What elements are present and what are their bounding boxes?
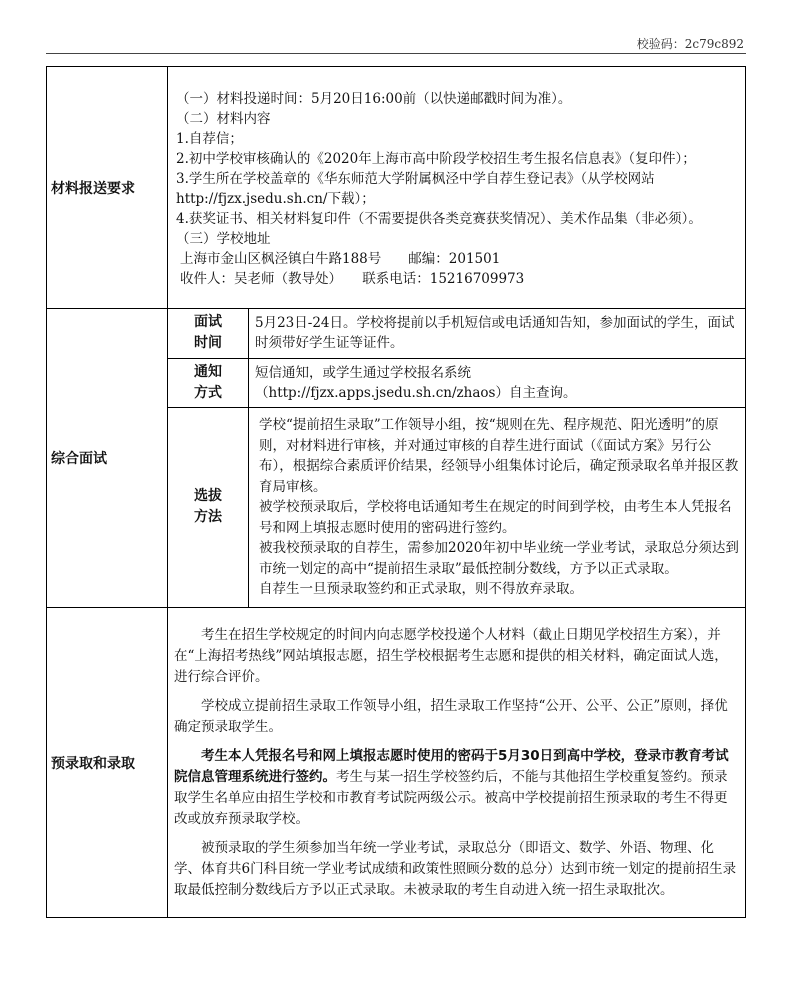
- admission-para: 被预录取的学生须参加当年统一学业考试，录取总分（即语文、数学、外语、物理、化学、体育共6门科目统一学业考试成绩和政策性照顾分数的总分）达到市统一划定的提前招生录取最低控制分数线后方予以正式录取。未被录取的考生自动进入统一招生录取批次。: [174, 839, 737, 898]
- selection-para: 学校“提前招生录取”工作领导小组，按“规则在先、程序规范、阳光透明”的原则，对材料进行审核，并对通过审核的自荐生进行面试（《面试方案》另行公布），根据综合素质评价结果，经领导小组集体讨论后，确定预录取名单并报区教育局审核。: [259, 417, 739, 495]
- label-interview: 综合面试: [47, 309, 168, 608]
- selection-para: 被学校预录取后，学校将电话通知考生在规定的时间到学校，由考生本人凭报名号和网上填报志愿时使用的密码进行签约。: [259, 499, 732, 536]
- interview-time-row: [168, 309, 745, 358]
- selection-method-row: [168, 407, 745, 607]
- materials-line: 2.初中学校审核确认的《2020年上海市高中阶段学校招生考生报名信息表》（复印件）；: [176, 150, 696, 167]
- selection-para: 被我校预录取的自荐生，需参加2020年初中毕业统一学业考试，录取总分须达到市统一划定的高中“提前招生录取”最低控制分数线，方予以正式录取。: [259, 540, 739, 577]
- sublabel-notify-method: 通知 方式: [168, 358, 249, 407]
- notify-line: 短信通知，或学生通过学校报名系统: [255, 364, 471, 381]
- selection-para: 自荐生一旦预录取签约和正式录取，则不得放弃录取。: [259, 581, 583, 597]
- materials-line: 4.获奖证书、相关材料复印件（不需要提供各类竞赛获奖情况）、美术作品集（非必须）。: [176, 210, 702, 227]
- interview-content: [168, 309, 746, 608]
- interview-subtable: [168, 309, 745, 607]
- row-admission: [47, 608, 746, 918]
- selection-method-text: [249, 407, 746, 607]
- label-admission: 预录取和录取: [47, 608, 168, 918]
- materials-line: 1.自荐信；: [176, 130, 243, 147]
- sublabel-interview-time: 面试 时间: [168, 309, 249, 358]
- notify-method-text: [249, 358, 746, 407]
- materials-line: （一）材料投递时间：5月20日16:00前（以快递邮戳时间为准）。: [176, 90, 572, 107]
- admission-para: 学校成立提前招生录取工作领导小组，招生录取工作坚持“公开、公平、公正”原则，择优确定预录取学生。: [174, 697, 728, 735]
- signing-instruction: 考生本人凭报名号和网上填报志愿时使用的密码于5月30日到高中学校，登录市教育考试院信息管理系统进行签约。: [174, 747, 729, 785]
- notify-url-line: （http://fjzx.apps.jsedu.sh.cn/zhaos）自主查询。: [255, 384, 577, 401]
- row-interview: [47, 309, 746, 608]
- materials-content: [168, 67, 746, 309]
- admission-para: 考生在招生学校规定的时间内向志愿学校投递个人材料（截止日期见学校招生方案），并在“上海招考热线”网站填报志愿，招生学校根据考生志愿和提供的相关材料，确定面试人选，进行综合评价。: [174, 626, 728, 685]
- materials-line: （二）材料内容: [176, 110, 271, 127]
- interview-time-text: 5月23日-24日。学校将提前以手机短信或电话通知告知，参加面试的学生，面试时须带好学生证等证件。: [249, 309, 746, 358]
- contact-info: 收件人：吴老师（教导处） 联系电话：15216709973: [180, 270, 525, 287]
- school-address: 上海市金山区枫泾镇白牛路188号 邮编：201501: [180, 250, 501, 267]
- materials-line: 3.学生所在学校盖章的《华东师范大学附属枫泾中学自荐生登记表》（从学校网站http://fjzx.jsedu.sh.cn/下载）；: [176, 170, 655, 207]
- row-materials: [47, 67, 746, 309]
- label-materials: 材料报送要求: [47, 67, 168, 309]
- admission-content: [168, 608, 746, 918]
- admission-table: [46, 66, 746, 918]
- materials-line: （三）学校地址: [176, 230, 271, 247]
- header-divider: [46, 53, 746, 54]
- sublabel-selection-method: 选拔 方法: [168, 407, 249, 607]
- verification-code: 校验码：2c79c892: [636, 37, 744, 51]
- admission-para: [174, 746, 739, 830]
- notify-method-row: [168, 358, 745, 407]
- signing-details: 考生与某一招生学校签约后，不能与其他招生学校重复签约。预录取学生名单应由招生学校和市教育考试院两级公示。被高中学校提前招生预录取的考生不得更改或放弃预录取学校。: [174, 768, 728, 827]
